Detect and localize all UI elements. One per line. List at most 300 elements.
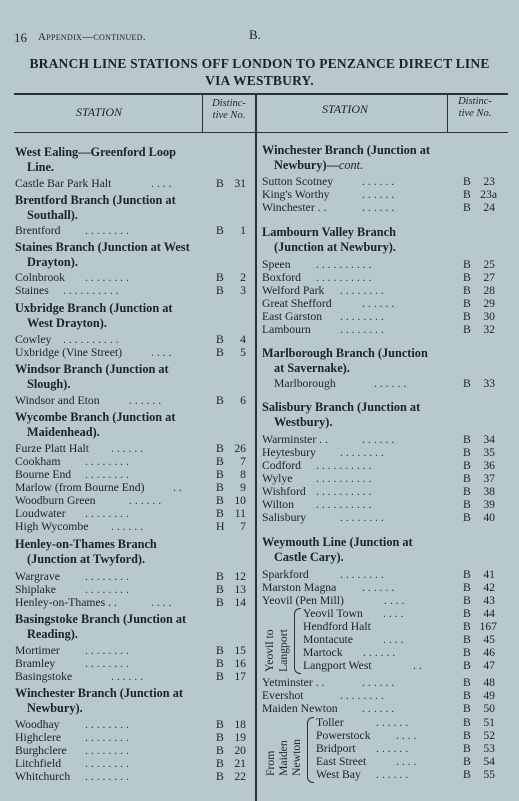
station-name: Bridport [316, 742, 356, 755]
route-letter: B [216, 644, 224, 657]
table-row [262, 188, 512, 201]
route-letter: B [216, 596, 224, 609]
leader-dots: . . . . . . . . [85, 271, 129, 284]
distinctive-number: 23 [483, 175, 495, 188]
leader-dots: . . . . . . [362, 201, 395, 214]
distinctive-number: 8 [240, 468, 246, 481]
route-letter: B [216, 583, 224, 596]
leader-dots: . . . . [396, 755, 417, 768]
station-name: West Bay [316, 768, 361, 781]
table-row [262, 284, 512, 297]
leader-dots: . . . . . . . . . . [316, 472, 372, 485]
leader-dots: . . . . [151, 346, 172, 359]
distinctive-number: 54 [483, 755, 495, 768]
station-name: Montacute [303, 633, 353, 646]
yeovil-langport-label [277, 629, 290, 672]
leader-dots: . . . . . . . . [85, 507, 129, 520]
station-name: Brentford [15, 224, 61, 237]
station-name: East Garston [262, 310, 323, 323]
station-name: Evershot [262, 689, 304, 702]
route-letter: B [463, 284, 471, 297]
station-name: Henley-on-Thames . . [15, 596, 117, 609]
route-letter: B [216, 744, 224, 757]
leader-dots: . . . . . . . . [85, 718, 129, 731]
yeovil-label-line1: Yeovil to [263, 629, 276, 672]
leader-dots: . . . . [383, 607, 404, 620]
route-letter: B [216, 271, 224, 284]
route-letter: B [463, 594, 471, 607]
station-name: Yeovil (Pen Mill) [262, 594, 344, 607]
table-row [262, 459, 512, 472]
group-heading: Castle Cary). [274, 550, 344, 564]
station-name: Furze Platt Halt [15, 442, 90, 455]
leader-dots: . . . . . . [111, 520, 144, 533]
distinctive-number: 2 [240, 271, 246, 284]
station-name: High Wycombe [15, 520, 89, 533]
table-row [262, 702, 512, 715]
page-number: 16 [14, 30, 27, 45]
table-top-rule [14, 93, 508, 95]
table-row [262, 511, 512, 524]
table-row [15, 284, 255, 297]
station-name: Marlow (from Bourne End) [15, 481, 145, 494]
distinctive-number: 53 [483, 742, 495, 755]
route-letter: B [463, 607, 471, 620]
station-name: Loudwater [15, 507, 66, 520]
station-name: Wishford [262, 485, 306, 498]
left-dno-line2: tive No. [212, 110, 246, 121]
leader-dots: . . . . . . [111, 670, 144, 683]
leader-dots: . . . . [384, 594, 405, 607]
group-heading: Marlborough Branch (Junction [262, 346, 428, 360]
leader-dots: . . . . . . . . . . [63, 284, 119, 297]
table-row [15, 224, 255, 237]
route-letter: B [216, 224, 224, 237]
station-name: Powerstock [316, 729, 371, 742]
distinctive-number: 34 [483, 433, 495, 446]
station-name: Yeovil Town [303, 607, 363, 620]
maiden-label-line3: Newton [290, 738, 303, 776]
route-letter: B [463, 498, 471, 511]
route-letter: B [216, 468, 224, 481]
table-row [262, 594, 512, 607]
table-row [15, 177, 255, 190]
table-row [15, 670, 255, 683]
table-row [15, 507, 255, 520]
left-dno-heading [204, 98, 254, 122]
table-row [15, 731, 255, 744]
leader-dots: . . . . . . [376, 742, 409, 755]
station-name: Marlborough [274, 377, 336, 390]
right-dno-heading [448, 96, 502, 120]
distinctive-number: 35 [483, 446, 495, 459]
station-name: Wylye [262, 472, 293, 485]
route-letter: B [216, 670, 224, 683]
group-heading: Drayton). [27, 255, 78, 269]
route-letter: B [463, 188, 471, 201]
distinctive-number: 23a [480, 188, 497, 201]
leader-dots: . . . . . . . . [340, 511, 384, 524]
table-row [15, 596, 255, 609]
leader-dots: . . . . [396, 729, 417, 742]
group-heading: Winchester Branch (Junction at [15, 686, 183, 700]
table-row [303, 646, 512, 659]
distinctive-number: 45 [483, 633, 495, 646]
distinctive-number: 7 [240, 455, 246, 468]
leader-dots: . . . . . . . . [340, 568, 384, 581]
table-row [316, 768, 512, 781]
route-letter: B [216, 455, 224, 468]
table-row [15, 442, 255, 455]
distinctive-number: 26 [234, 442, 246, 455]
route-letter: B [463, 433, 471, 446]
route-letter: B [463, 676, 471, 689]
station-name: Codford [262, 459, 301, 472]
table-row [303, 659, 512, 672]
distinctive-number: 47 [483, 659, 495, 672]
table-row [262, 568, 512, 581]
distinctive-number: 38 [483, 485, 495, 498]
route-letter: B [463, 297, 471, 310]
leader-dots: . . . . . . . . [85, 731, 129, 744]
distinctive-number: 37 [483, 472, 495, 485]
group-heading: West Ealing—Greenford Loop [15, 145, 177, 159]
leader-dots: . . . . . . [362, 676, 395, 689]
station-name: Whitchurch [15, 770, 71, 783]
route-letter: B [463, 201, 471, 214]
table-header-rule [14, 132, 508, 133]
route-letter: B [216, 346, 224, 359]
leader-dots: . . . . . . . . . . [63, 333, 119, 346]
route-letter: B [216, 757, 224, 770]
station-name: Woodhay [15, 718, 60, 731]
appendix-text: Appendix—continued. [38, 31, 146, 43]
route-letter: B [463, 323, 471, 336]
left-station-heading: STATION [76, 105, 123, 119]
group-heading: Line. [27, 160, 54, 174]
distinctive-number: 11 [234, 507, 246, 520]
station-name: Toller [316, 716, 344, 729]
group-heading: Lambourn Valley Branch [262, 225, 396, 239]
table-row [15, 520, 255, 533]
distinctive-number: 10 [234, 494, 246, 507]
table-row [15, 770, 255, 783]
leader-dots: . . . . [383, 633, 404, 646]
distinctive-number: 51 [483, 716, 495, 729]
group-heading-text: Newbury)— [274, 158, 339, 172]
distinctive-number: 27 [483, 271, 495, 284]
group-heading: (Junction at Twyford). [27, 552, 146, 566]
route-letter: B [216, 507, 224, 520]
leader-dots: . . . . . . [129, 494, 162, 507]
group-heading: Southall). [27, 208, 78, 222]
distinctive-number: 44 [483, 607, 495, 620]
route-letter: B [463, 175, 471, 188]
route-letter: B [463, 768, 471, 781]
group-heading: Uxbridge Branch (Junction at [15, 301, 173, 315]
station-name: Salisbury [262, 511, 307, 524]
route-letter: B [463, 568, 471, 581]
group-heading: (Junction at Newbury). [274, 240, 396, 254]
distinctive-number: 3 [240, 284, 246, 297]
table-row [15, 468, 255, 481]
route-letter: B [463, 633, 471, 646]
group-heading: Westbury). [274, 415, 333, 429]
distinctive-number: 20 [234, 744, 246, 757]
group-heading: Slough). [27, 377, 71, 391]
station-name: Langport West [303, 659, 372, 672]
station-name: King's Worthy [262, 188, 330, 201]
station-name: Bourne End [15, 468, 72, 481]
distinctive-number: 7 [240, 520, 246, 533]
appendix-heading [38, 31, 146, 43]
right-dno-line2: tive No. [458, 108, 492, 119]
distinctive-number: 24 [483, 201, 495, 214]
group-heading: at Savernake). [274, 361, 350, 375]
table-row [262, 433, 512, 446]
table-row [262, 258, 512, 271]
table-row [262, 201, 512, 214]
leader-dots: . . [413, 659, 422, 672]
table-row [262, 446, 512, 459]
group-heading: Salisbury Branch (Junction at [262, 400, 421, 414]
table-row [316, 729, 512, 742]
distinctive-number: 55 [483, 768, 495, 781]
table-row [15, 481, 255, 494]
distinctive-number: 13 [234, 583, 246, 596]
page-title-line1: BRANCH LINE STATIONS OFF LONDON TO PENZANCE DIRECT LINE [29, 56, 490, 71]
group-heading: Brentford Branch (Junction at [15, 193, 176, 207]
station-name: Warminster . . [262, 433, 328, 446]
station-name: Marston Magna [262, 581, 337, 594]
group-heading: Reading). [27, 627, 78, 641]
leader-dots: . . . . . . . . [340, 323, 384, 336]
leader-dots: . . . . . . [362, 702, 395, 715]
distinctive-number: 18 [234, 718, 246, 731]
route-letter: B [216, 657, 224, 670]
route-letter: B [463, 742, 471, 755]
table-row [15, 744, 255, 757]
leader-dots: . . . . . . . . [85, 583, 129, 596]
station-name: Great Shefford [262, 297, 332, 310]
table-row [262, 498, 512, 511]
station-name: Sparkford [262, 568, 309, 581]
leader-dots: . . . . . . . . . . [316, 271, 372, 284]
station-name: Windsor and Eton [15, 394, 100, 407]
station-name: Wilton [262, 498, 294, 511]
bracket-brace [294, 608, 301, 674]
route-letter: B [463, 472, 471, 485]
group-heading: Windsor Branch (Junction at [15, 362, 169, 376]
leader-dots: . . . . . . . . [340, 310, 384, 323]
station-name: Hendford Halt [303, 620, 371, 633]
station-name: Basingstoke [15, 670, 73, 683]
leader-dots: . . . . [151, 596, 172, 609]
leader-dots: . . . . . . [363, 646, 396, 659]
route-letter: B [463, 755, 471, 768]
leader-dots: . . . . . . . . [85, 644, 129, 657]
distinctive-number: 31 [234, 177, 246, 190]
table-row [15, 570, 255, 583]
table-row [15, 333, 255, 346]
distinctive-number: 17 [234, 670, 246, 683]
table-row [15, 455, 255, 468]
leader-dots: . . . . . . [129, 394, 162, 407]
group-heading: Staines Branch (Junction at West [15, 240, 190, 254]
distinctive-number: 43 [483, 594, 495, 607]
station-name: Uxbridge (Vine Street) [15, 346, 123, 359]
station-name: Highclere [15, 731, 62, 744]
distinctive-number: 1 [240, 224, 246, 237]
table-row [303, 607, 512, 620]
station-name: Martock [303, 646, 343, 659]
leader-dots: . . . . . . . . [340, 446, 384, 459]
route-letter: B [463, 258, 471, 271]
station-name: Winchester . . [262, 201, 327, 214]
distinctive-number: 167 [479, 620, 497, 633]
station-name: Heytesbury [262, 446, 316, 459]
distinctive-number: 48 [483, 676, 495, 689]
leader-dots: . . . . . . [362, 581, 395, 594]
distinctive-number: 22 [234, 770, 246, 783]
distinctive-number: 21 [234, 757, 246, 770]
route-letter: B [463, 310, 471, 323]
table-row [262, 271, 512, 284]
route-letter: B [216, 718, 224, 731]
maiden-newton-label [277, 740, 290, 776]
group-heading: Basingstoke Branch (Junction at [15, 612, 187, 626]
table-row [274, 377, 512, 390]
left-dno-divider [202, 95, 203, 132]
table-row [262, 175, 512, 188]
distinctive-number: 46 [483, 646, 495, 659]
distinctive-number: 5 [240, 346, 246, 359]
yeovil-label-line2: Langport [277, 629, 290, 672]
table-row [15, 657, 255, 670]
distinctive-number: 25 [483, 258, 495, 271]
table-row [316, 716, 512, 729]
station-name: Maiden Newton [262, 702, 338, 715]
leader-dots: . . . . . . . . [85, 744, 129, 757]
route-letter: B [463, 646, 471, 659]
station-name: Mortimer [15, 644, 60, 657]
section-letter: B. [249, 27, 261, 42]
station-name: Cowley [15, 333, 52, 346]
table-row [262, 485, 512, 498]
distinctive-number: 32 [483, 323, 495, 336]
distinctive-number: 49 [483, 689, 495, 702]
group-heading: Wycombe Branch (Junction at [15, 410, 176, 424]
station-name: Speen [262, 258, 291, 271]
leader-dots: . . . . . . [376, 768, 409, 781]
leader-dots: . . . . . . [362, 297, 395, 310]
page-title-line2: VIA WESTBURY. [205, 73, 314, 88]
distinctive-number: 33 [483, 377, 495, 390]
table-row [316, 755, 512, 768]
distinctive-number: 12 [234, 570, 246, 583]
distinctive-number: 14 [234, 596, 246, 609]
leader-dots: . . . . . . [374, 377, 407, 390]
group-heading [274, 158, 363, 173]
route-letter: B [463, 702, 471, 715]
distinctive-number: 16 [234, 657, 246, 670]
table-row [262, 689, 512, 702]
table-row [262, 310, 512, 323]
leader-dots: . . . . . . . . [85, 770, 129, 783]
table-row [303, 620, 512, 633]
route-letter: B [216, 731, 224, 744]
station-name: Burghclere [15, 744, 67, 757]
route-letter: B [463, 729, 471, 742]
distinctive-number: 28 [483, 284, 495, 297]
distinctive-number: 52 [483, 729, 495, 742]
leader-dots: . . . . . . . . . . [316, 485, 372, 498]
leader-dots: . . . . . . . . [85, 224, 129, 237]
group-heading: Winchester Branch (Junction at [262, 143, 430, 157]
continued-note: cont. [338, 158, 364, 172]
distinctive-number: 39 [483, 498, 495, 511]
leader-dots: . . . . [151, 177, 172, 190]
route-letter: B [463, 446, 471, 459]
leader-dots: . . . . . . . . [85, 757, 129, 770]
right-station-heading: STATION [322, 102, 369, 116]
group-heading: Henley-on-Thames Branch [15, 537, 157, 551]
table-row [262, 581, 512, 594]
route-letter: B [216, 481, 224, 494]
station-name: Wargrave [15, 570, 60, 583]
distinctive-number: 29 [483, 297, 495, 310]
table-row [262, 323, 512, 336]
distinctive-number: 6 [240, 394, 246, 407]
route-letter: B [463, 485, 471, 498]
station-name: Castle Bar Park Halt [15, 177, 112, 190]
yeovil-langport-label [263, 629, 276, 672]
maiden-newton-label [264, 751, 277, 776]
table-row [15, 346, 255, 359]
distinctive-number: 36 [483, 459, 495, 472]
route-letter: B [216, 394, 224, 407]
table-row [15, 583, 255, 596]
distinctive-number: 50 [483, 702, 495, 715]
route-letter: B [463, 620, 471, 633]
column-divider [255, 93, 257, 801]
leader-dots: . . . . . . [362, 188, 395, 201]
leader-dots: . . . . . . [376, 716, 409, 729]
leader-dots: . . . . . . . . . . [316, 498, 372, 511]
station-name: Bramley [15, 657, 56, 670]
distinctive-number: 40 [483, 511, 495, 524]
route-letter: B [463, 659, 471, 672]
table-row [15, 644, 255, 657]
table-row [15, 757, 255, 770]
distinctive-number: 9 [240, 481, 246, 494]
distinctive-number: 30 [483, 310, 495, 323]
leader-dots: . . . . . . [111, 442, 144, 455]
leader-dots: . . . . . . . . . . [316, 459, 372, 472]
station-name: Colnbrook [15, 271, 65, 284]
distinctive-number: 19 [234, 731, 246, 744]
route-letter: H [216, 520, 225, 533]
group-heading: Weymouth Line (Junction at [262, 535, 413, 549]
route-letter: B [463, 716, 471, 729]
route-letter: B [216, 494, 224, 507]
leader-dots: . . . . . . [362, 433, 395, 446]
station-name: Cookham [15, 455, 61, 468]
station-name: Staines [15, 284, 49, 297]
maiden-newton-label [290, 739, 303, 776]
route-letter: B [463, 581, 471, 594]
group-heading: West Drayton). [27, 316, 107, 330]
